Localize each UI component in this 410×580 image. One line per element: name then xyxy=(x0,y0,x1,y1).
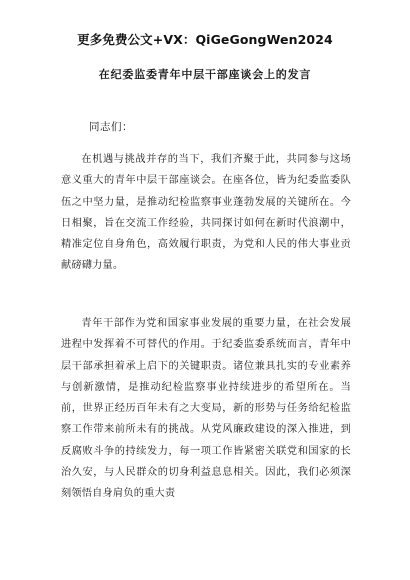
salutation: 同志们： xyxy=(89,121,133,133)
body-paragraph: 在机遇与挑战并存的当下，我们齐聚于此，共同参与这场意义重大的青年中层干部座谈会。在座各位，皆为纪委监委队伍之中坚力量，是推动纪检监察事业蓬勃发展的关键所在。今日相聚，旨在交流工作经验，共同探讨如何在新时代浪潮中，精准定位自身角色，高效履行职责，为党和人民的伟大事业贡献磅礴力量。 xyxy=(61,154,351,272)
watermark-header: 更多免费公文+VX：QiGeGongWen2024 xyxy=(77,32,333,47)
document-title: 在纪委监委青年中层干部座谈会上的发言 xyxy=(98,68,312,81)
body-paragraph: 青年干部作为党和国家事业发展的重要力量，在社会发展进程中发挥着不可替代的作用。于纪委监委系统而言，青年中层干部承担着承上启下的关键职责。诸位兼具扎实的专业素养与创新激情，是推动纪检监察事业持续进步的希望所在。当前，世界正经历百年未有之大变局，新的形势与任务给纪检监察工作带来前所未有的挑战。从党风廉政建设的深入推进，到反腐败斗争的持续发力，每一项工作皆紧密关联党和国家的长治久安，与人民群众的切身利益息息相关。因此，我们必须深刻领悟自身肩负的重大责 xyxy=(61,318,351,500)
